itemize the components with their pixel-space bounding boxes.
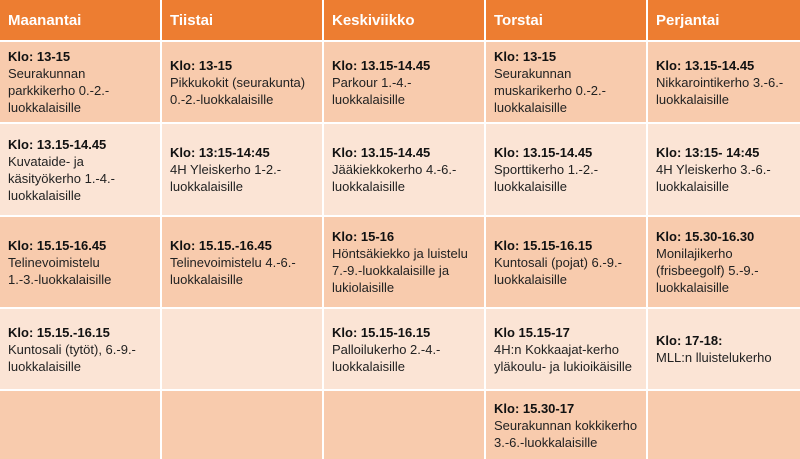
cell-time: Klo: 15.30-17 [494,400,575,416]
cell-time: Klo: 13.15-14.45 [332,145,431,160]
cell-description: Seurakunnan kokkikerho 3.-6.-luokkalaisille [494,417,638,450]
cell-description: Höntsäkiekko ja luistelu 7.-9.-luokkalaisille ja lukiolaisille [332,246,468,295]
cell-time: Klo: 13-15 [494,49,557,64]
cell-description: Kuntosali (pojat) 6.-9.- luokkalaisille [494,254,622,287]
table-cell [486,42,646,122]
table-cell [486,309,646,389]
cell-description: Jääkiekkokerho 4.-6.- luokkalaisille [332,162,457,194]
cell-description: Telinevoimistelu 4.-6.- luokkalaisille [170,254,296,287]
cell-time: Klo: 13:15- 14:45 [656,145,760,160]
table-cell [324,309,484,389]
cell-description: 4H Yleiskerho 1-2.- luokkalaisille [170,162,282,194]
cell-time: Klo: 13:15-14:45 [170,145,270,160]
table-cell [0,309,160,389]
cell-description: Kuvataide- ja käsityökerho 1.-4.- luokkalaisille [8,153,115,203]
cell-description: Pikkukokit (seurakunta) 0.-2.-luokkalaisille [170,74,306,107]
header-wednesday: Keskiviikko [324,0,484,40]
cell-description: Kuntosali (tytöt), 6.-9.- luokkalaisille [8,341,136,374]
table-cell [0,217,160,307]
cell-time: Klo: 13.15-14.45 [332,57,431,73]
cell-description: Nikkarointikerho 3.-6.- luokkalaisille [656,74,784,107]
cell-time: Klo: 15.15-16.15 [494,237,593,253]
header-thursday: Torstai [486,0,646,40]
table-cell [648,42,800,122]
cell-description: Telinevoimistelu 1.-3.-luokkalaisille [8,254,112,287]
cell-time: Klo: 13-15 [8,49,71,64]
cell-description: 4H:n Kokkaajat-kerho yläkoulu- ja lukioikäisille [494,341,633,374]
cell-description: Seurakunnan muskarikerho 0.-2.- luokkalaisille [494,66,606,115]
table-cell [0,42,160,122]
cell-time: Klo: 15.15-16.15 [332,324,431,340]
table-cell [162,42,322,122]
table-cell [648,309,800,389]
cell-description: 4H Yleiskerho 3.-6.- luokkalaisille [656,162,771,194]
cell-description: Monilajikerho (frisbeegolf) 5.-9.- luokkalaisille [656,246,759,295]
cell-time: Klo: 13-15 [170,57,233,73]
cell-description: Seurakunnan parkkikerho 0.-2.- luokkalaisille [8,66,110,115]
header-friday: Perjantai [648,0,800,40]
cell-time: Klo: 15.15.-16.15 [8,324,110,340]
cell-time: Klo: 17-18: [656,333,723,348]
table-cell [648,217,800,307]
cell-time: Klo: 15.30-16.30 [656,229,755,244]
cell-time: Klo: 13.15-14.45 [8,136,107,152]
table-cell [162,124,322,215]
cell-time: Klo: 15.15.-16.45 [170,237,272,253]
table-cell-empty [162,309,322,389]
table-cell [324,217,484,307]
cell-time: Klo: 13.15-14.45 [494,145,593,160]
table-cell [486,124,646,215]
table-cell [324,124,484,215]
cell-description: Sporttikerho 1.-2.- luokkalaisille [494,162,599,194]
cell-description: MLL:n lluistelukerho [656,350,772,365]
table-cell [648,124,800,215]
cell-time: Klo: 15-16 [332,229,395,244]
cell-time: Klo: 13.15-14.45 [656,57,755,73]
cell-description: Palloilukerho 2.-4.- luokkalaisille [332,341,441,374]
cell-time: Klo: 15.15-16.45 [8,237,107,253]
cell-description: Parkour 1.-4.- luokkalaisille [332,74,412,107]
table-cell [324,42,484,122]
table-cell [162,217,322,307]
table-cell [486,217,646,307]
header-tuesday: Tiistai [162,0,322,40]
table-cell [0,124,160,215]
header-monday: Maanantai [0,0,160,40]
cell-time: Klo 15.15-17 [494,324,570,340]
